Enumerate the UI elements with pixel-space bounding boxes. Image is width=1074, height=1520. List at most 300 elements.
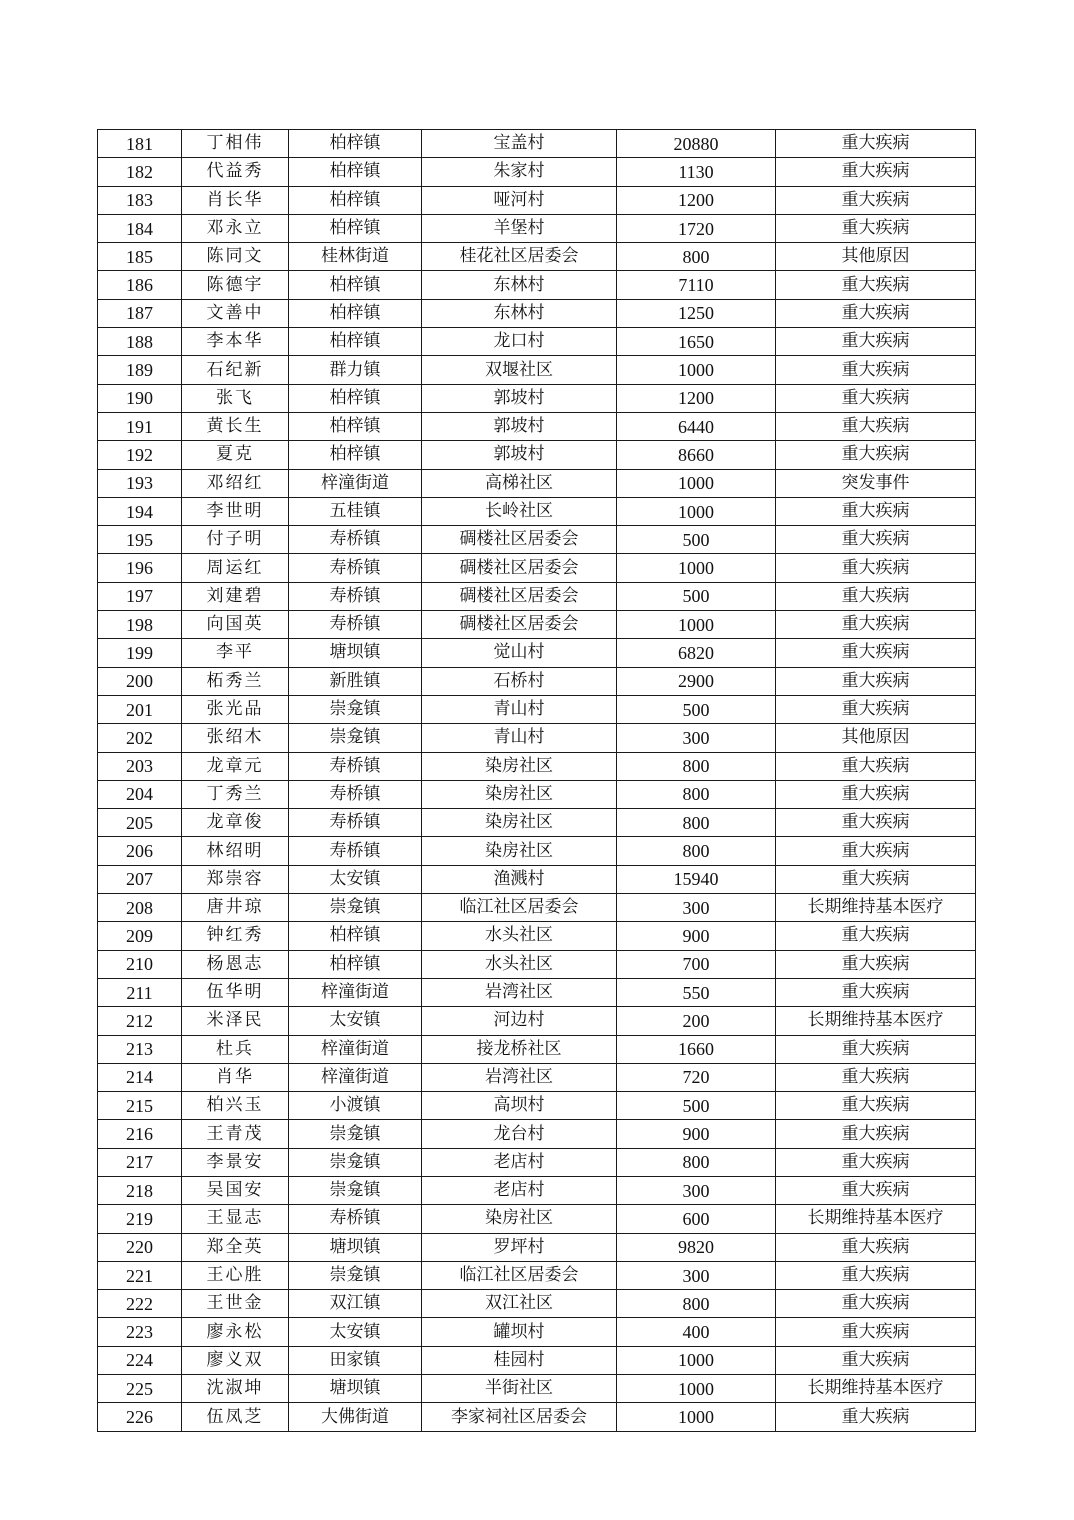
person-name-cell: 张光品 — [182, 695, 289, 723]
village-community-cell: 岩湾社区 — [422, 978, 617, 1006]
reason-cell: 长期维持基本医疗 — [776, 1205, 976, 1233]
row-number-cell: 196 — [98, 554, 182, 582]
village-community-cell: 双堰社区 — [422, 356, 617, 384]
reason-cell: 重大疾病 — [776, 214, 976, 242]
row-number-cell: 217 — [98, 1148, 182, 1176]
township-cell: 柏梓镇 — [289, 130, 422, 158]
table-row — [98, 950, 976, 978]
table-row — [98, 158, 976, 186]
table-row — [98, 1176, 976, 1204]
person-name-cell: 郑全英 — [182, 1233, 289, 1261]
township-cell: 寿桥镇 — [289, 837, 422, 865]
row-number-cell: 190 — [98, 384, 182, 412]
reason-cell: 重大疾病 — [776, 441, 976, 469]
village-community-cell: 羊堡村 — [422, 214, 617, 242]
reason-cell: 重大疾病 — [776, 950, 976, 978]
table-row — [98, 243, 976, 271]
row-number-cell: 209 — [98, 922, 182, 950]
row-number-cell: 208 — [98, 894, 182, 922]
person-name-cell: 李世明 — [182, 497, 289, 525]
reason-cell: 重大疾病 — [776, 1403, 976, 1431]
row-number-cell: 197 — [98, 582, 182, 610]
township-cell: 梓潼街道 — [289, 469, 422, 497]
table-row — [98, 611, 976, 639]
person-name-cell: 文善中 — [182, 299, 289, 327]
table-row — [98, 1120, 976, 1148]
row-number-cell: 188 — [98, 328, 182, 356]
reason-cell: 重大疾病 — [776, 554, 976, 582]
person-name-cell: 刘建碧 — [182, 582, 289, 610]
reason-cell: 重大疾病 — [776, 1035, 976, 1063]
reason-cell: 长期维持基本医疗 — [776, 1375, 976, 1403]
amount-cell: 15940 — [617, 865, 776, 893]
row-number-cell: 201 — [98, 695, 182, 723]
reason-cell: 重大疾病 — [776, 1261, 976, 1289]
township-cell: 双江镇 — [289, 1290, 422, 1318]
amount-cell: 550 — [617, 978, 776, 1006]
township-cell: 柏梓镇 — [289, 186, 422, 214]
table-row — [98, 1403, 976, 1431]
table-row — [98, 299, 976, 327]
person-name-cell: 米泽民 — [182, 1007, 289, 1035]
township-cell: 柏梓镇 — [289, 158, 422, 186]
row-number-cell: 202 — [98, 724, 182, 752]
reason-cell: 重大疾病 — [776, 1092, 976, 1120]
amount-cell: 300 — [617, 724, 776, 752]
reason-cell: 重大疾病 — [776, 611, 976, 639]
amount-cell: 300 — [617, 894, 776, 922]
township-cell: 柏梓镇 — [289, 384, 422, 412]
person-name-cell: 沈淑坤 — [182, 1375, 289, 1403]
amount-cell: 900 — [617, 922, 776, 950]
person-name-cell: 唐井琼 — [182, 894, 289, 922]
amount-cell: 6440 — [617, 412, 776, 440]
amount-cell: 800 — [617, 243, 776, 271]
row-number-cell: 198 — [98, 611, 182, 639]
row-number-cell: 185 — [98, 243, 182, 271]
row-number-cell: 187 — [98, 299, 182, 327]
person-name-cell: 杜兵 — [182, 1035, 289, 1063]
reason-cell: 重大疾病 — [776, 865, 976, 893]
table-row — [98, 1205, 976, 1233]
row-number-cell: 221 — [98, 1261, 182, 1289]
reason-cell: 重大疾病 — [776, 526, 976, 554]
village-community-cell: 东林村 — [422, 271, 617, 299]
person-name-cell: 邓永立 — [182, 214, 289, 242]
amount-cell: 9820 — [617, 1233, 776, 1261]
village-community-cell: 哑河村 — [422, 186, 617, 214]
village-community-cell: 碉楼社区居委会 — [422, 611, 617, 639]
village-community-cell: 青山村 — [422, 724, 617, 752]
table-row — [98, 837, 976, 865]
village-community-cell: 高坝村 — [422, 1092, 617, 1120]
table-row — [98, 1261, 976, 1289]
table-row — [98, 1318, 976, 1346]
row-number-cell: 200 — [98, 667, 182, 695]
reason-cell: 重大疾病 — [776, 1063, 976, 1091]
table-row — [98, 724, 976, 752]
person-name-cell: 李本华 — [182, 328, 289, 356]
township-cell: 梓潼街道 — [289, 1063, 422, 1091]
table-row — [98, 186, 976, 214]
table-row — [98, 894, 976, 922]
township-cell: 寿桥镇 — [289, 780, 422, 808]
township-cell: 田家镇 — [289, 1346, 422, 1374]
row-number-cell: 210 — [98, 950, 182, 978]
table-row — [98, 526, 976, 554]
village-community-cell: 临江社区居委会 — [422, 894, 617, 922]
table-row — [98, 214, 976, 242]
person-name-cell: 陈同文 — [182, 243, 289, 271]
row-number-cell: 223 — [98, 1318, 182, 1346]
village-community-cell: 桂花社区居委会 — [422, 243, 617, 271]
row-number-cell: 226 — [98, 1403, 182, 1431]
village-community-cell: 碉楼社区居委会 — [422, 526, 617, 554]
amount-cell: 200 — [617, 1007, 776, 1035]
reason-cell: 重大疾病 — [776, 271, 976, 299]
reason-cell: 其他原因 — [776, 243, 976, 271]
township-cell: 寿桥镇 — [289, 582, 422, 610]
table-row — [98, 978, 976, 1006]
village-community-cell: 龙口村 — [422, 328, 617, 356]
table-row — [98, 441, 976, 469]
township-cell: 太安镇 — [289, 1318, 422, 1346]
reason-cell: 重大疾病 — [776, 667, 976, 695]
township-cell: 寿桥镇 — [289, 611, 422, 639]
person-name-cell: 肖长华 — [182, 186, 289, 214]
reason-cell: 重大疾病 — [776, 497, 976, 525]
row-number-cell: 213 — [98, 1035, 182, 1063]
village-community-cell: 李家祠社区居委会 — [422, 1403, 617, 1431]
amount-cell: 7110 — [617, 271, 776, 299]
person-name-cell: 龙章俊 — [182, 809, 289, 837]
table-row — [98, 497, 976, 525]
amount-cell: 800 — [617, 837, 776, 865]
reason-cell: 重大疾病 — [776, 1176, 976, 1204]
village-community-cell: 郭坡村 — [422, 384, 617, 412]
reason-cell: 重大疾病 — [776, 412, 976, 440]
amount-cell: 500 — [617, 1092, 776, 1120]
reason-cell: 重大疾病 — [776, 130, 976, 158]
township-cell: 柏梓镇 — [289, 441, 422, 469]
township-cell: 桂林街道 — [289, 243, 422, 271]
township-cell: 塘坝镇 — [289, 639, 422, 667]
person-name-cell: 石纪新 — [182, 356, 289, 384]
village-community-cell: 老店村 — [422, 1148, 617, 1176]
village-community-cell: 郭坡村 — [422, 441, 617, 469]
person-name-cell: 付子明 — [182, 526, 289, 554]
township-cell: 五桂镇 — [289, 497, 422, 525]
township-cell: 大佛街道 — [289, 1403, 422, 1431]
person-name-cell: 肖华 — [182, 1063, 289, 1091]
table-row — [98, 695, 976, 723]
row-number-cell: 224 — [98, 1346, 182, 1374]
village-community-cell: 碉楼社区居委会 — [422, 554, 617, 582]
township-cell: 太安镇 — [289, 865, 422, 893]
reason-cell: 重大疾病 — [776, 356, 976, 384]
amount-cell: 300 — [617, 1176, 776, 1204]
row-number-cell: 211 — [98, 978, 182, 1006]
person-name-cell: 杨恩志 — [182, 950, 289, 978]
township-cell: 塘坝镇 — [289, 1233, 422, 1261]
amount-cell: 500 — [617, 695, 776, 723]
reason-cell: 重大疾病 — [776, 328, 976, 356]
person-name-cell: 周运红 — [182, 554, 289, 582]
village-community-cell: 青山村 — [422, 695, 617, 723]
township-cell: 群力镇 — [289, 356, 422, 384]
township-cell: 寿桥镇 — [289, 526, 422, 554]
reason-cell: 重大疾病 — [776, 978, 976, 1006]
township-cell: 崇龛镇 — [289, 1120, 422, 1148]
amount-cell: 6820 — [617, 639, 776, 667]
amount-cell: 1000 — [617, 611, 776, 639]
row-number-cell: 194 — [98, 497, 182, 525]
village-community-cell: 临江社区居委会 — [422, 1261, 617, 1289]
person-name-cell: 廖永松 — [182, 1318, 289, 1346]
village-community-cell: 宝盖村 — [422, 130, 617, 158]
village-community-cell: 长岭社区 — [422, 497, 617, 525]
reason-cell: 重大疾病 — [776, 1346, 976, 1374]
amount-cell: 500 — [617, 526, 776, 554]
person-name-cell: 钟红秀 — [182, 922, 289, 950]
person-name-cell: 向国英 — [182, 611, 289, 639]
township-cell: 崇龛镇 — [289, 1148, 422, 1176]
person-name-cell: 林绍明 — [182, 837, 289, 865]
row-number-cell: 195 — [98, 526, 182, 554]
row-number-cell: 220 — [98, 1233, 182, 1261]
row-number-cell: 212 — [98, 1007, 182, 1035]
table-row — [98, 1290, 976, 1318]
amount-cell: 800 — [617, 1290, 776, 1318]
township-cell: 寿桥镇 — [289, 554, 422, 582]
row-number-cell: 184 — [98, 214, 182, 242]
reason-cell: 重大疾病 — [776, 922, 976, 950]
table-row — [98, 1346, 976, 1374]
row-number-cell: 193 — [98, 469, 182, 497]
person-name-cell: 王世金 — [182, 1290, 289, 1318]
table-row — [98, 582, 976, 610]
amount-cell: 900 — [617, 1120, 776, 1148]
village-community-cell: 龙台村 — [422, 1120, 617, 1148]
village-community-cell: 郭坡村 — [422, 412, 617, 440]
table-row — [98, 780, 976, 808]
township-cell: 柏梓镇 — [289, 214, 422, 242]
table-row — [98, 1035, 976, 1063]
village-community-cell: 接龙桥社区 — [422, 1035, 617, 1063]
person-name-cell: 王青茂 — [182, 1120, 289, 1148]
amount-cell: 2900 — [617, 667, 776, 695]
amount-cell: 1660 — [617, 1035, 776, 1063]
amount-cell: 1000 — [617, 1403, 776, 1431]
row-number-cell: 204 — [98, 780, 182, 808]
reason-cell: 重大疾病 — [776, 384, 976, 412]
reason-cell: 重大疾病 — [776, 809, 976, 837]
amount-cell: 1000 — [617, 554, 776, 582]
row-number-cell: 218 — [98, 1176, 182, 1204]
person-name-cell: 黄长生 — [182, 412, 289, 440]
township-cell: 崇龛镇 — [289, 695, 422, 723]
reason-cell: 重大疾病 — [776, 1290, 976, 1318]
amount-cell: 1000 — [617, 1375, 776, 1403]
reason-cell: 突发事件 — [776, 469, 976, 497]
village-community-cell: 岩湾社区 — [422, 1063, 617, 1091]
village-community-cell: 觉山村 — [422, 639, 617, 667]
township-cell: 崇龛镇 — [289, 1261, 422, 1289]
table-row — [98, 639, 976, 667]
amount-cell: 800 — [617, 752, 776, 780]
township-cell: 梓潼街道 — [289, 1035, 422, 1063]
person-name-cell: 邓绍红 — [182, 469, 289, 497]
table-row — [98, 412, 976, 440]
row-number-cell: 183 — [98, 186, 182, 214]
village-community-cell: 罗坪村 — [422, 1233, 617, 1261]
row-number-cell: 199 — [98, 639, 182, 667]
township-cell: 新胜镇 — [289, 667, 422, 695]
reason-cell: 重大疾病 — [776, 582, 976, 610]
row-number-cell: 191 — [98, 412, 182, 440]
person-name-cell: 丁秀兰 — [182, 780, 289, 808]
table-row — [98, 809, 976, 837]
person-name-cell: 郑崇容 — [182, 865, 289, 893]
amount-cell: 1200 — [617, 384, 776, 412]
reason-cell: 重大疾病 — [776, 695, 976, 723]
reason-cell: 长期维持基本医疗 — [776, 894, 976, 922]
person-name-cell: 李景安 — [182, 1148, 289, 1176]
amount-cell: 800 — [617, 1148, 776, 1176]
township-cell: 太安镇 — [289, 1007, 422, 1035]
amount-cell: 800 — [617, 809, 776, 837]
person-name-cell: 王心胜 — [182, 1261, 289, 1289]
village-community-cell: 染房社区 — [422, 752, 617, 780]
amount-cell: 1720 — [617, 214, 776, 242]
amount-cell: 600 — [617, 1205, 776, 1233]
village-community-cell: 老店村 — [422, 1176, 617, 1204]
village-community-cell: 朱家村 — [422, 158, 617, 186]
person-name-cell: 柏兴玉 — [182, 1092, 289, 1120]
reason-cell: 重大疾病 — [776, 639, 976, 667]
row-number-cell: 181 — [98, 130, 182, 158]
table-row — [98, 1233, 976, 1261]
person-name-cell: 夏克 — [182, 441, 289, 469]
person-name-cell: 丁相伟 — [182, 130, 289, 158]
table-row — [98, 1092, 976, 1120]
village-community-cell: 桂园村 — [422, 1346, 617, 1374]
township-cell: 柏梓镇 — [289, 412, 422, 440]
amount-cell: 1130 — [617, 158, 776, 186]
person-name-cell: 伍华明 — [182, 978, 289, 1006]
village-community-cell: 渔溅村 — [422, 865, 617, 893]
village-community-cell: 染房社区 — [422, 1205, 617, 1233]
table-row — [98, 328, 976, 356]
reason-cell: 重大疾病 — [776, 186, 976, 214]
table-row — [98, 752, 976, 780]
reason-cell: 重大疾病 — [776, 1120, 976, 1148]
village-community-cell: 水头社区 — [422, 950, 617, 978]
table-row — [98, 922, 976, 950]
person-name-cell: 张绍木 — [182, 724, 289, 752]
reason-cell: 重大疾病 — [776, 158, 976, 186]
township-cell: 柏梓镇 — [289, 328, 422, 356]
row-number-cell: 219 — [98, 1205, 182, 1233]
amount-cell: 8660 — [617, 441, 776, 469]
amount-cell: 1000 — [617, 497, 776, 525]
amount-cell: 720 — [617, 1063, 776, 1091]
amount-cell: 1650 — [617, 328, 776, 356]
township-cell: 柏梓镇 — [289, 299, 422, 327]
amount-cell: 1000 — [617, 356, 776, 384]
table-row — [98, 130, 976, 158]
village-community-cell: 染房社区 — [422, 809, 617, 837]
township-cell: 柏梓镇 — [289, 271, 422, 299]
table-row — [98, 1148, 976, 1176]
village-community-cell: 罐坝村 — [422, 1318, 617, 1346]
person-name-cell: 张飞 — [182, 384, 289, 412]
table-row — [98, 865, 976, 893]
person-name-cell: 王显志 — [182, 1205, 289, 1233]
row-number-cell: 215 — [98, 1092, 182, 1120]
township-cell: 柏梓镇 — [289, 922, 422, 950]
person-name-cell: 代益秀 — [182, 158, 289, 186]
table-row — [98, 1007, 976, 1035]
row-number-cell: 189 — [98, 356, 182, 384]
row-number-cell: 207 — [98, 865, 182, 893]
reason-cell: 长期维持基本医疗 — [776, 1007, 976, 1035]
reason-cell: 其他原因 — [776, 724, 976, 752]
amount-cell: 1000 — [617, 469, 776, 497]
row-number-cell: 205 — [98, 809, 182, 837]
row-number-cell: 222 — [98, 1290, 182, 1318]
reason-cell: 重大疾病 — [776, 1318, 976, 1346]
township-cell: 寿桥镇 — [289, 809, 422, 837]
township-cell: 寿桥镇 — [289, 1205, 422, 1233]
amount-cell: 500 — [617, 582, 776, 610]
amount-cell: 300 — [617, 1261, 776, 1289]
person-name-cell: 吴国安 — [182, 1176, 289, 1204]
row-number-cell: 203 — [98, 752, 182, 780]
reason-cell: 重大疾病 — [776, 837, 976, 865]
assistance-roster-table — [97, 129, 976, 1432]
amount-cell: 1000 — [617, 1346, 776, 1374]
amount-cell: 400 — [617, 1318, 776, 1346]
table-row — [98, 469, 976, 497]
township-cell: 小渡镇 — [289, 1092, 422, 1120]
village-community-cell: 石桥村 — [422, 667, 617, 695]
village-community-cell: 染房社区 — [422, 780, 617, 808]
person-name-cell: 伍凤芝 — [182, 1403, 289, 1431]
amount-cell: 700 — [617, 950, 776, 978]
township-cell: 崇龛镇 — [289, 1176, 422, 1204]
reason-cell: 重大疾病 — [776, 1233, 976, 1261]
village-community-cell: 高梯社区 — [422, 469, 617, 497]
village-community-cell: 碉楼社区居委会 — [422, 582, 617, 610]
row-number-cell: 214 — [98, 1063, 182, 1091]
person-name-cell: 廖义双 — [182, 1346, 289, 1374]
reason-cell: 重大疾病 — [776, 1148, 976, 1176]
village-community-cell: 双江社区 — [422, 1290, 617, 1318]
amount-cell: 20880 — [617, 130, 776, 158]
table-row — [98, 384, 976, 412]
township-cell: 崇龛镇 — [289, 894, 422, 922]
table-row — [98, 554, 976, 582]
row-number-cell: 225 — [98, 1375, 182, 1403]
person-name-cell: 柘秀兰 — [182, 667, 289, 695]
table-row — [98, 667, 976, 695]
row-number-cell: 186 — [98, 271, 182, 299]
table-row — [98, 356, 976, 384]
roster-body — [98, 130, 976, 1432]
person-name-cell: 陈德宇 — [182, 271, 289, 299]
village-community-cell: 东林村 — [422, 299, 617, 327]
